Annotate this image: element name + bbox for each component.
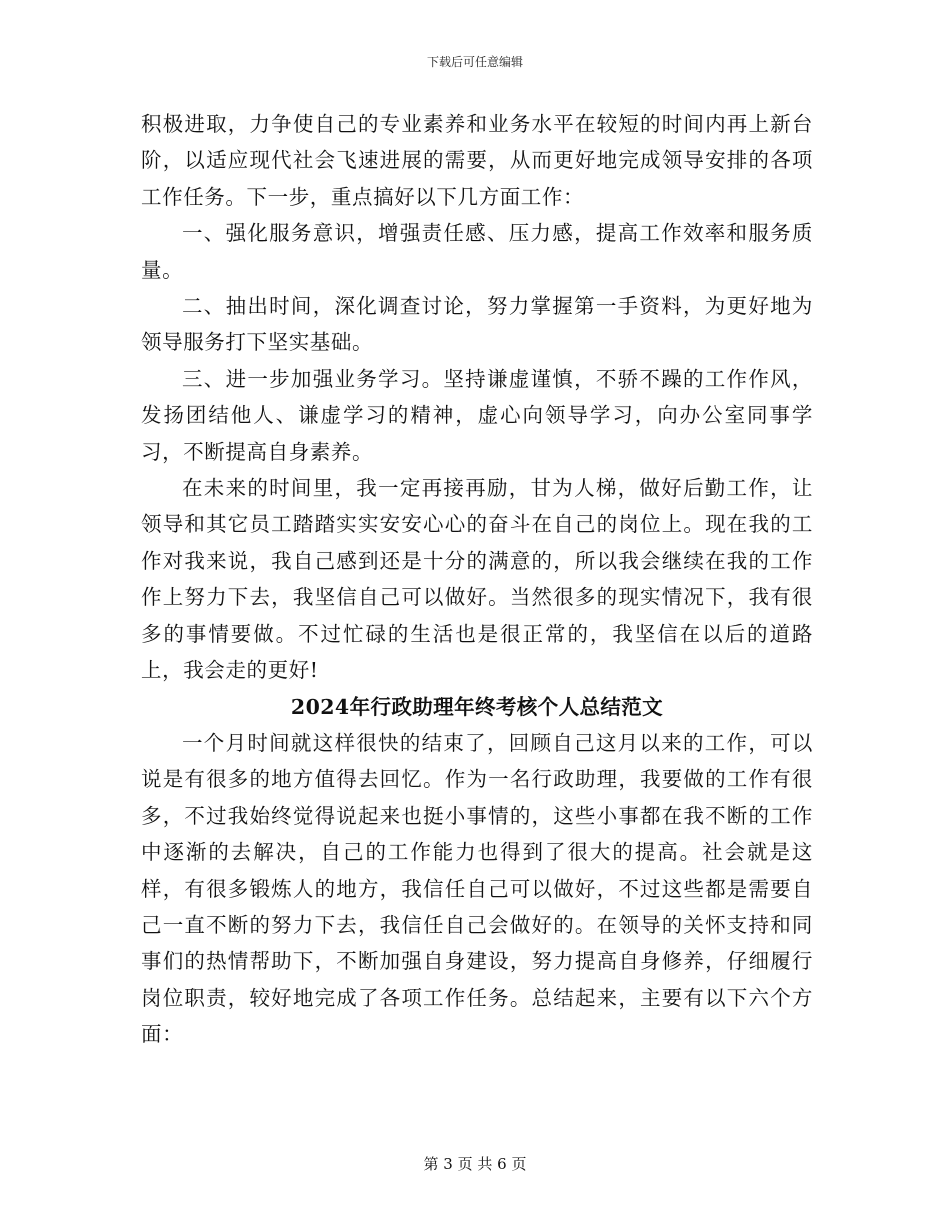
paragraph-4: 三、进一步加强业务学习。坚持谦虚谨慎，不骄不躁的工作作风，发扬团结他人、谦虚学习的精神，虚心向领导学习，向办公室同事学习，不断提高自身素养。 xyxy=(141,366,813,464)
header-note: 下载后可任意编辑 xyxy=(426,55,523,69)
document-body xyxy=(141,106,813,1053)
page-number: 第 3 页 共 6 页 xyxy=(423,1155,527,1173)
section-title: 2024年行政助理年终考核个人总结范文 xyxy=(290,694,664,719)
paragraph-5: 在未来的时间里，我一定再接再励，甘为人梯，做好后勤工作，让领导和其它员工踏踏实实安安心心的奋斗在自己的岗位上。现在我的工作对我来说，我自己感到还是十分的满意的，所以我会继续在我的工作作上努力下去，我坚信自己可以做好。当然很多的现实情况下，我有很多的事情要做。不过忙碌的生活也是很正常的，我坚信在以后的道路上，我会走的更好! xyxy=(141,476,813,683)
paragraph-3: 二、抽出时间，深化调查讨论，努力掌握第一手资料，为更好地为领导服务打下坚实基础。 xyxy=(141,294,813,355)
paragraph-6: 一个月时间就这样很快的结束了，回顾自己这月以来的工作，可以说是有很多的地方值得去回忆。作为一名行政助理，我要做的工作有很多，不过我始终觉得说起来也挺小事情的，这些小事都在我不断的工作中逐渐的去解决，自己的工作能力也得到了很大的提高。社会就是这样，有很多锻炼人的地方，我信任自己可以做好，不过这些都是需要自己一直不断的努力下去，我信任自己会做好的。在领导的关怀支持和同事们的热情帮助下，不断加强自身建设，努力提高自身修养，仔细履行岗位职责，较好地完成了各项工作任务。总结起来，主要有以下六个方面： xyxy=(141,730,813,1047)
paragraph-1: 积极进取，力争使自己的专业素养和业务水平在较短的时间内再上新台阶，以适应现代社会飞速进展的需要，从而更好地完成领导安排的各项工作任务。下一步，重点搞好以下几方面工作： xyxy=(141,112,813,209)
paragraph-2: 一、强化服务意识，增强责任感、压力感，提高工作效率和服务质量。 xyxy=(141,221,813,282)
